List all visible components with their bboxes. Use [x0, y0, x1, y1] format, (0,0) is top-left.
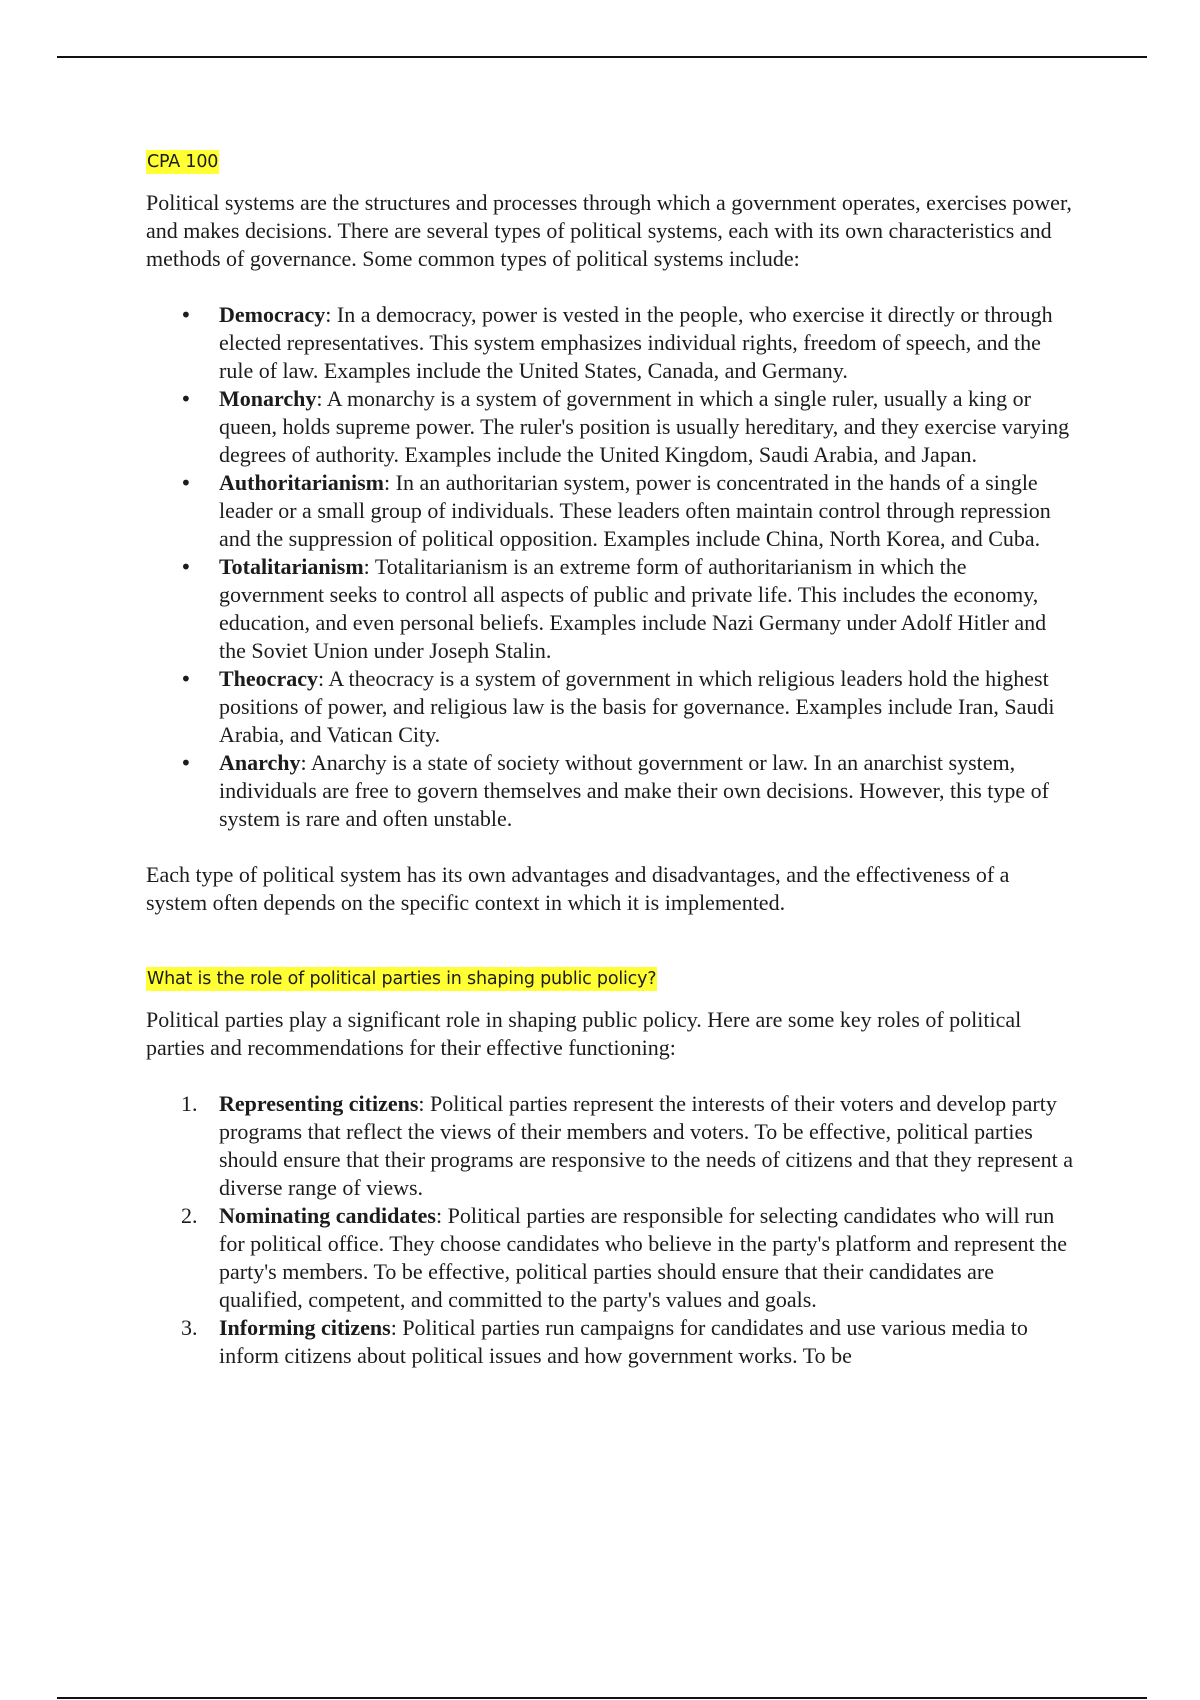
question-line: [146, 963, 1076, 991]
system-term: Authoritarianism: [219, 470, 384, 495]
bullet-icon: •: [180, 555, 192, 579]
bottom-rule: [57, 1697, 1147, 1699]
list-item: [146, 1202, 1076, 1314]
system-term: Democracy: [219, 302, 326, 327]
role-description: : Political parties represent the interests of their voters and develop party programs that reflect the views of their members and voters. To be effective, political parties should ensure that their programs are responsive to the needs of citizens and that they represent a diverse range of views.: [219, 1091, 1074, 1200]
list-item: [146, 749, 1076, 833]
course-code-line: [146, 146, 1076, 174]
item-number: 1.: [181, 1091, 198, 1116]
system-description: : In an authoritarian system, power is concentrated in the hands of a single leader or a small group of individuals. These leaders often maintain control through repression and the suppression of political opposition. Examples include China, North Korea, and Cuba.: [219, 470, 1051, 551]
document-body: [146, 146, 1076, 1370]
bullet-icon: •: [180, 751, 192, 775]
system-term: Monarchy: [219, 386, 317, 411]
bullet-icon: •: [180, 387, 192, 411]
bullet-icon: •: [180, 471, 192, 495]
bullet-icon: •: [180, 667, 192, 691]
list-item: [146, 665, 1076, 749]
top-rule: [57, 56, 1147, 58]
system-term: Theocracy: [219, 666, 318, 691]
list-item: [146, 553, 1076, 665]
political-systems-list: [146, 301, 1076, 833]
policy-intro-paragraph: Political parties play a significant role in shaping public policy. Here are some key roles of political parties and recommendations for their effective functioning:: [146, 1007, 1022, 1060]
bullet-icon: •: [180, 303, 192, 327]
system-description: : Totalitarianism is an extreme form of authoritarianism in which the government seeks to control all aspects of public and private life. This includes the economy, education, and even personal beliefs. Examples include Nazi Germany under Adolf Hitler and the Soviet Union under Joseph Stalin.: [219, 554, 1047, 663]
course-code: CPA 100: [147, 152, 219, 172]
system-description: : A monarchy is a system of government in which a single ruler, usually a king or queen, holds supreme power. The ruler's position is usually hereditary, and they exercise varying degrees of authority. Examples include the United Kingdom, Saudi Arabia, and Japan.: [219, 386, 1070, 467]
system-term: Anarchy: [219, 750, 301, 775]
item-number: 3.: [181, 1315, 198, 1340]
system-description: : Anarchy is a state of society without government or law. In an anarchist system, individuals are free to govern themselves and make their own decisions. However, this type of system is rare and often unstable.: [219, 750, 1049, 831]
party-roles-list: [146, 1090, 1076, 1370]
role-description: : Political parties are responsible for selecting candidates who will run for political office. They choose candidates who believe in the party's platform and represent the party's members. To be effective, political parties should ensure that their candidates are qualified, competent, and committed to the party's values and goals.: [219, 1203, 1068, 1312]
conclusion-paragraph: Each type of political system has its own advantages and disadvantages, and the effectiveness of a system often depends on the specific context in which it is implemented.: [146, 862, 1010, 915]
list-item: [146, 385, 1076, 469]
list-item: [146, 469, 1076, 553]
system-description: : A theocracy is a system of government in which religious leaders hold the highest positions of power, and religious law is the basis for governance. Examples include Iran, Saudi Arabia, and Vatican City.: [219, 666, 1055, 747]
question-heading: What is the role of political parties in shaping public policy?: [147, 969, 657, 989]
list-item: [146, 1314, 1076, 1370]
intro-paragraph: Political systems are the structures and processes through which a government operates, exercises power, and makes decisions. There are several types of political systems, each with its own characteristics and methods of governance. Some common types of political systems include:: [146, 190, 1072, 271]
system-description: : In a democracy, power is vested in the people, who exercise it directly or through elected representatives. This system emphasizes individual rights, freedom of speech, and the rule of law. Examples include the United States, Canada, and Germany.: [219, 302, 1053, 383]
role-term: Nominating candidates: [219, 1203, 436, 1228]
list-item: [146, 1090, 1076, 1202]
role-term: Informing citizens: [219, 1315, 391, 1340]
item-number: 2.: [181, 1203, 198, 1228]
list-item: [146, 301, 1076, 385]
system-term: Totalitarianism: [219, 554, 364, 579]
role-description: : Political parties run campaigns for candidates and use various media to inform citizens about political issues and how government works. To be: [219, 1315, 1028, 1368]
role-term: Representing citizens: [219, 1091, 419, 1116]
